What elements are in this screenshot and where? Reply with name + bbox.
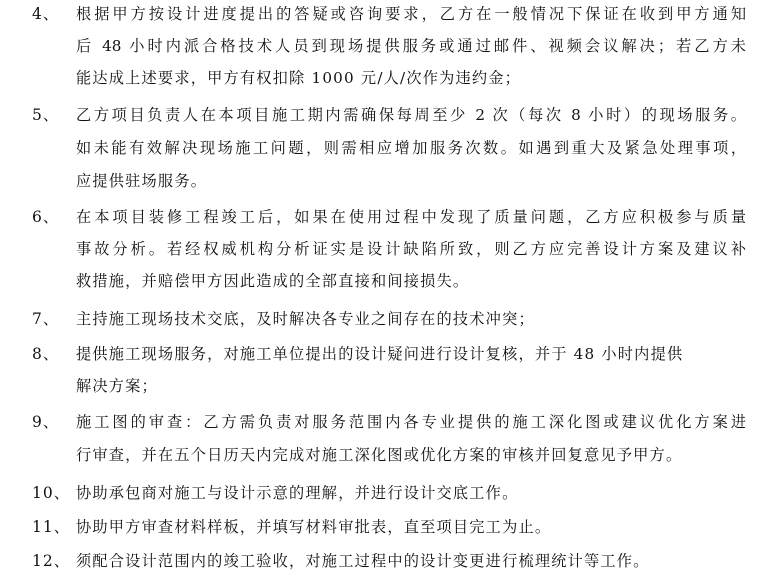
clause-text-line: 后 48 小时内派合格技术人员到现场提供服务或通过邮件、视频会议解决；若乙方未 (76, 37, 746, 55)
clause-number: 4、 (32, 5, 60, 23)
clause-text-line: 主持施工现场技术交底，及时解决各专业之间存在的技术冲突； (76, 310, 535, 328)
clause-number: 10、 (32, 484, 71, 502)
clause-text-line: 须配合设计范围内的竣工验收，对施工过程中的设计变更进行梳理统计等工作。 (76, 552, 650, 570)
clause-text-line: 提供施工现场服务，对施工单位提出的设计疑问进行设计复核，并于 48 小时内提供 (76, 345, 684, 363)
clause-text-line: 施工图的审查：乙方需负责对服务范围内各专业提供的施工深化图或建议优化方案进 (76, 413, 746, 431)
clause-text-line: 事故分析。若经权威机构分析证实是设计缺陷所致，则乙方应完善设计方案及建议补 (76, 240, 746, 258)
clause-number: 11、 (32, 518, 71, 536)
clause-number: 6、 (32, 208, 60, 226)
clause-text-line: 如未能有效解决现场施工问题，则需相应增加服务次数。如遇到重大及紧急处理事项， (76, 139, 746, 157)
clause-number: 8、 (32, 345, 60, 363)
clause-text-line: 在本项目装修工程竣工后，如果在使用过程中发现了质量问题，乙方应积极参与质量 (76, 208, 746, 226)
clause-text-line: 协助承包商对施工与设计示意的理解，并进行设计交底工作。 (76, 484, 519, 502)
clause-text-line: 行审查，并在五个日历天内完成对施工深化图或优化方案的审核并回复意见予甲方。 (76, 446, 683, 464)
clause-text-line: 解决方案； (76, 377, 158, 395)
clause-text-line: 应提供驻场服务。 (76, 172, 208, 190)
clause-number: 5、 (32, 106, 60, 124)
clause-number: 12、 (32, 552, 71, 570)
clause-text-line: 能达成上述要求，甲方有权扣除 1000 元/人/次作为违约金； (76, 69, 522, 87)
clause-number: 9、 (32, 413, 60, 431)
clause-text-line: 救措施，并赔偿甲方因此造成的全部直接和间接损失。 (76, 272, 470, 290)
clause-text-line: 乙方项目负责人在本项目施工期内需确保每周至少 2 次（每次 8 小时）的现场服务。 (76, 106, 746, 124)
clause-number: 7、 (32, 310, 60, 328)
clause-text-line: 根据甲方按设计进度提出的答疑或咨询要求，乙方在一般情况下保证在收到甲方通知 (76, 5, 746, 23)
clause-text-line: 协助甲方审查材料样板，并填写材料审批表，直至项目完工为止。 (76, 518, 552, 536)
